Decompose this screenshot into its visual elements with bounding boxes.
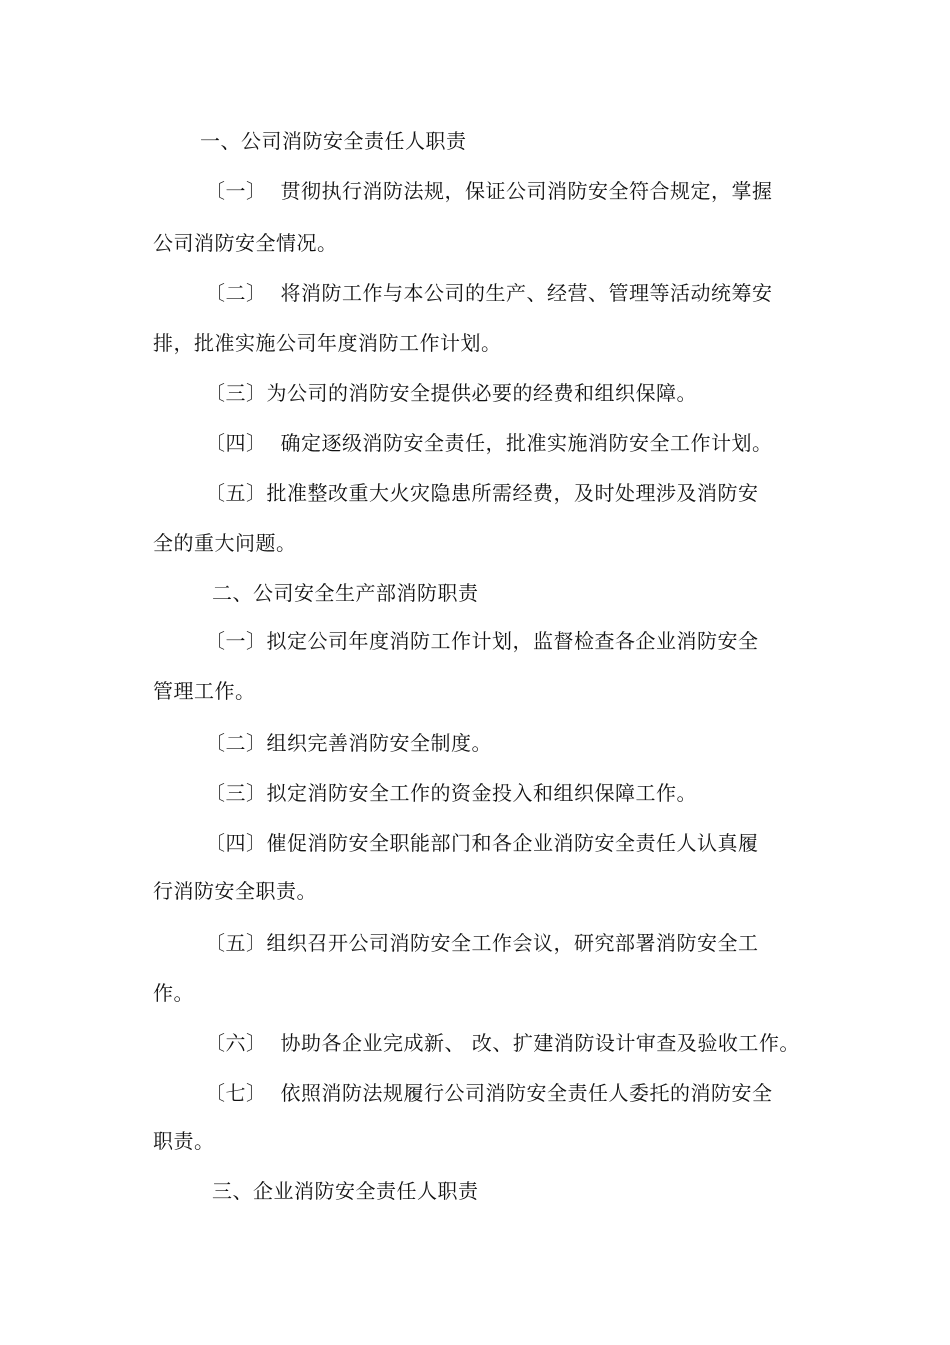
paragraph-line: 〔二〕组织完善消防安全制度。 xyxy=(205,731,492,755)
paragraph-line: 行消防安全职责。 xyxy=(153,879,317,903)
item-marker: 〔六〕 xyxy=(205,1031,267,1055)
paragraph-line: 〔五〕批准整改重大火灾隐患所需经费，及时处理涉及消防安 xyxy=(205,481,759,505)
paragraph-line: 职责。 xyxy=(153,1129,215,1153)
paragraph-line: 管理工作。 xyxy=(153,679,256,703)
item-text: 确定逐级消防安全责任，批准实施消防安全工作计划。 xyxy=(280,431,773,455)
item-marker: 〔一〕 xyxy=(205,179,267,203)
paragraph-line: 作。 xyxy=(153,981,194,1005)
paragraph-line: 全的重大问题。 xyxy=(153,531,297,555)
section-heading-2: 二、公司安全生产部消防职责 xyxy=(212,581,479,605)
paragraph-line xyxy=(205,1079,773,1107)
section-heading-3: 三、企业消防安全责任人职责 xyxy=(212,1179,479,1203)
item-text: 协助各企业完成新、 改、扩建消防设计审查及验收工作。 xyxy=(280,1031,800,1055)
paragraph-line: 〔三〕拟定消防安全工作的资金投入和组织保障工作。 xyxy=(205,781,697,805)
item-text: 依照消防法规履行公司消防安全责任人委托的消防安全 xyxy=(280,1081,773,1105)
paragraph-line xyxy=(205,429,773,457)
paragraph-line: 〔四〕催促消防安全职能部门和各企业消防安全责任人认真履 xyxy=(205,831,759,855)
paragraph-line: 排，批准实施公司年度消防工作计划。 xyxy=(153,331,502,355)
paragraph-line: 公司消防安全情况。 xyxy=(153,231,338,255)
paragraph-line xyxy=(205,177,773,205)
paragraph-line: 〔五〕组织召开公司消防安全工作会议，研究部署消防安全工 xyxy=(205,931,759,955)
item-marker: 〔七〕 xyxy=(205,1081,267,1105)
item-text: 将消防工作与本公司的生产、经营、管理等活动统筹安 xyxy=(280,281,773,305)
paragraph-line xyxy=(205,279,773,307)
paragraph-line: 〔一〕拟定公司年度消防工作计划，监督检查各企业消防安全 xyxy=(205,629,759,653)
paragraph-line: 〔三〕为公司的消防安全提供必要的经费和组织保障。 xyxy=(205,381,697,405)
item-marker: 〔四〕 xyxy=(205,431,267,455)
section-heading-1: 一、公司消防安全责任人职责 xyxy=(200,129,467,153)
item-marker: 〔二〕 xyxy=(205,281,267,305)
paragraph-line xyxy=(205,1029,800,1057)
item-text: 贯彻执行消防法规，保证公司消防安全符合规定，掌握 xyxy=(280,179,773,203)
